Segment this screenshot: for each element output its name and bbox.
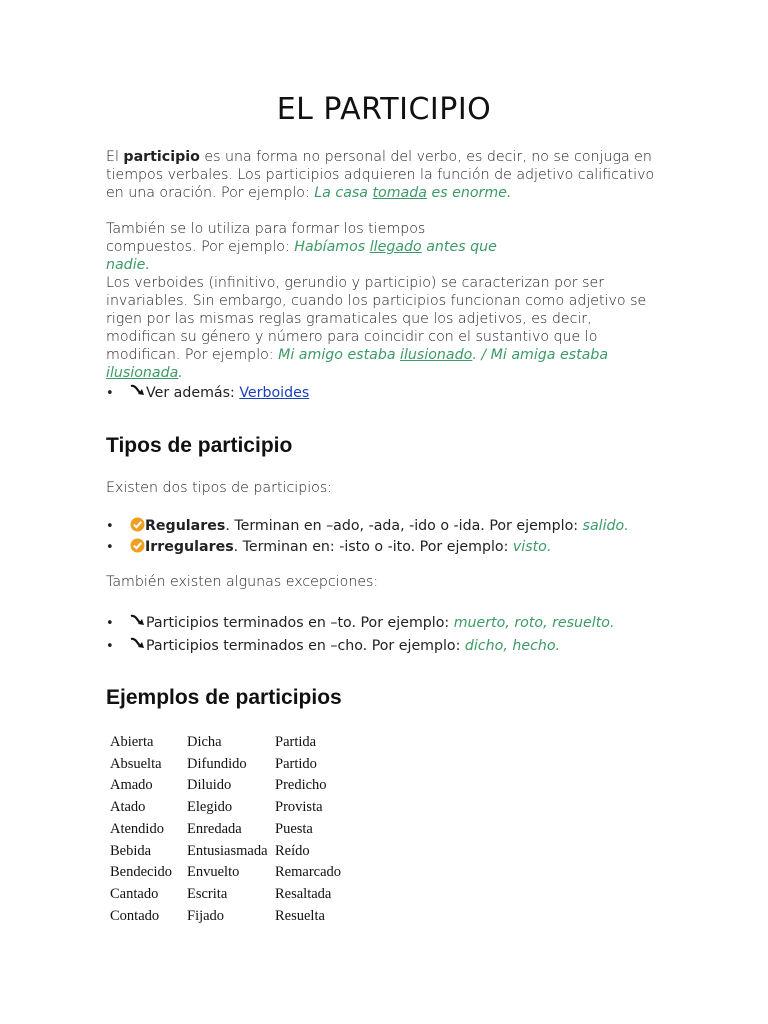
participle-word: Bendecido: [110, 864, 173, 881]
participle-word: Amado: [110, 777, 153, 794]
bullet: •: [106, 519, 114, 534]
participle-word: Absuelta: [110, 755, 162, 772]
participle-word: Difundido: [187, 755, 247, 772]
list-item-irregulares: • Irregulares. Terminan en: -isto o -ito. Por ejemplo: visto.: [106, 539, 552, 555]
table-row: [107, 754, 358, 776]
bullet: •: [106, 540, 114, 555]
bullet: •: [106, 639, 114, 654]
participle-word: Abierta: [110, 734, 154, 750]
participle-word: Cantado: [110, 885, 159, 902]
table-row: [107, 862, 358, 884]
section-heading-tipos: Tipos de participio: [106, 434, 293, 457]
curved-arrow-icon: [130, 384, 146, 398]
exception-item-cho: • Participios terminados en –cho. Por ejemplo: dicho, hecho.: [106, 638, 561, 654]
participle-word: Envuelto: [187, 864, 240, 881]
see-also-item: • Ver además: Verboides: [106, 385, 310, 401]
section-heading-ejemplos: Ejemplos de participios: [106, 686, 342, 709]
participle-word: Entusiasmada: [187, 842, 268, 859]
example-text: Mi amigo estaba ilusionado. / Mi amiga estaba ilusionada.: [106, 347, 609, 381]
participle-word: Partido: [275, 755, 317, 772]
participle-word: Contado: [110, 907, 160, 924]
participle-word: Reído: [275, 842, 310, 859]
table-row: [107, 884, 358, 906]
participle-word: Atendido: [110, 820, 164, 837]
curved-arrow-icon: [130, 614, 146, 628]
participle-word: Resuelta: [275, 907, 325, 924]
bullet: •: [106, 616, 114, 631]
table-row: [107, 819, 358, 841]
term-participio: participio: [123, 149, 200, 165]
participle-word: Diluido: [187, 777, 232, 794]
table-row: [107, 732, 358, 754]
bullet: •: [106, 386, 114, 401]
participle-word: Escrita: [187, 885, 228, 902]
participle-word: Remarcado: [275, 864, 342, 881]
participle-word: Bebida: [110, 842, 152, 859]
page-title: EL PARTICIPIO: [276, 92, 492, 127]
tipos-intro: Existen dos tipos de participios:: [106, 480, 332, 496]
participle-word: Fijado: [187, 907, 225, 924]
intro-paragraph-1: El participio es una forma no personal del verbo, es decir, no se conjuga en tiempos verbales. Los participios adquieren la función de adjetivo calificativo en una oración. Por ejemplo: La casa tomada es enorme.: [106, 149, 655, 201]
participle-word: Elegido: [187, 799, 233, 816]
verboides-link[interactable]: Verboides: [239, 385, 310, 401]
curved-arrow-icon: [130, 637, 146, 651]
exception-item-to: • Participios terminados en –to. Por ejemplo: muerto, roto, resuelto.: [106, 615, 615, 631]
participle-word: Atado: [110, 799, 146, 816]
intro-paragraph-3: Los verboides (infinitivo, gerundio y participio) se caracterizan por ser invariables. Sin embargo, cuando los participios funcionan como adjetivo se rigen por las mismas reglas gramaticales que los adjetivos, es decir, modifican su género y número para coincidir con el sustantivo que lo modifican. Por ejemplo: Mi amigo estaba ilusionado. / Mi amiga estaba ilusionada.: [106, 275, 647, 381]
table-row: [107, 906, 358, 928]
participle-word: Partida: [275, 734, 317, 750]
intro-paragraph-2: También se lo utiliza para formar los tiempos compuestos. Por ejemplo: Habíamos llegado antes que nadie.: [106, 221, 497, 273]
check-icon: [130, 538, 145, 553]
participle-word: Resaltada: [275, 885, 332, 902]
table-row: [107, 797, 358, 819]
table-row: [107, 775, 358, 797]
participles-table: [107, 732, 358, 927]
participle-word: Predicho: [275, 777, 327, 794]
participle-word: Puesta: [275, 820, 313, 837]
check-icon: [130, 517, 145, 532]
list-item-regulares: • Regulares. Terminan en –ado, -ada, -ido o -ida. Por ejemplo: salido.: [106, 518, 629, 534]
exceptions-intro: También existen algunas excepciones:: [106, 574, 379, 590]
example-text: La casa tomada es enorme.: [314, 185, 512, 201]
example-text: Habíamos llegado antes que nadie.: [106, 239, 497, 273]
participle-word: Provista: [275, 799, 323, 816]
table-row: [107, 841, 358, 863]
participle-word: Dicha: [187, 734, 222, 750]
participle-word: Enredada: [187, 820, 242, 837]
